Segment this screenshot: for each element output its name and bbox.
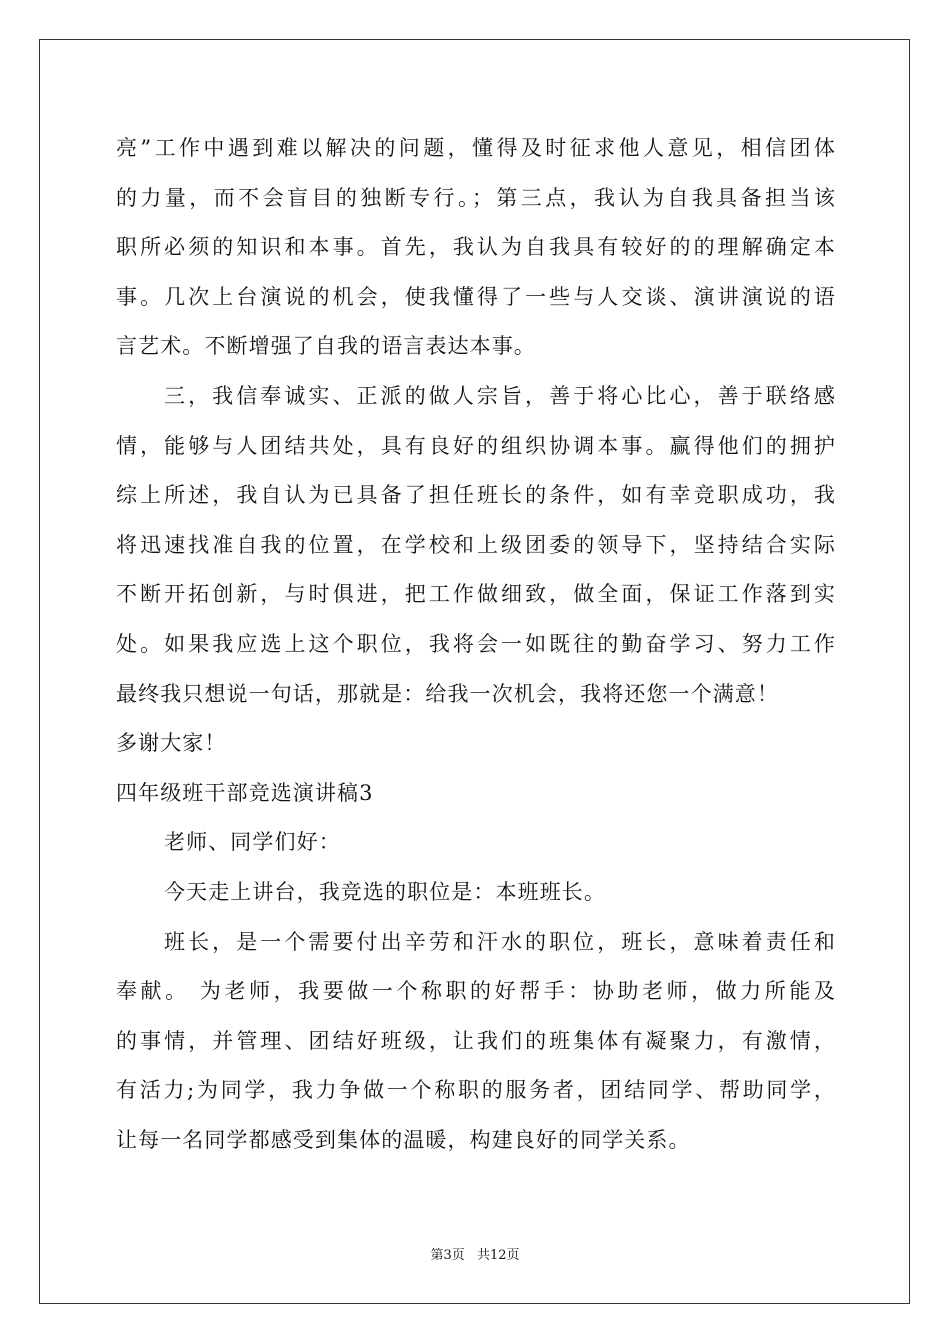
text-line: 言艺术。不断增强了自我的语言表达本事。 bbox=[116, 334, 536, 359]
text-line: 奉献。 为老师，我要做一个称职的好帮手：协助老师，做力所能及 bbox=[116, 979, 836, 1004]
page-number-total: 共12页 bbox=[476, 1248, 520, 1263]
text-line: 让每一名同学都感受到集体的温暖，构建良好的同学关系。 bbox=[116, 1127, 691, 1152]
text-line: 三，我信奉诚实、正派的做人宗旨，善于将心比心，善于联络感 bbox=[164, 383, 836, 408]
text-line: 多谢大家！ bbox=[116, 731, 227, 756]
page-footer bbox=[0, 1244, 950, 1263]
text-line: 综上所述，我自认为已具备了担任班长的条件，如有幸竞职成功，我 bbox=[116, 483, 836, 508]
text-line: 将迅速找准自我的位置，在学校和上级团委的领导下，坚持结合实际 bbox=[116, 532, 836, 557]
text-line: 有活力;为同学，我力争做一个称职的服务者，团结同学、帮助同学， bbox=[116, 1078, 836, 1103]
text-line: 最终我只想说一句话，那就是：给我一次机会，我将还您一个满意！ bbox=[116, 681, 779, 706]
section-heading: 四年级班干部竞选演讲稿3 bbox=[116, 780, 374, 805]
text-line: 亮”工作中遇到难以解决的问题，懂得及时征求他人意见，相信团体 bbox=[116, 136, 836, 160]
text-line: 老师、同学们好： bbox=[164, 830, 341, 855]
text-line: 不断开拓创新，与时俱进，把工作做细致，做全面，保证工作落到实 bbox=[116, 582, 836, 607]
text-line: 事。几次上台演说的机会，使我懂得了一些与人交谈、演讲演说的语 bbox=[116, 284, 836, 309]
text-line: 的力量，而不会盲目的独断专行。；第三点，我认为自我具备担当该 bbox=[116, 185, 836, 210]
text-line: 情，能够与人团结共处，具有良好的组织协调本事。赢得他们的拥护 bbox=[116, 433, 836, 458]
text-line: 班长，是一个需要付出辛劳和汗水的职位，班长，意味着责任和 bbox=[164, 929, 836, 954]
text-line: 的事情，并管理、团结好班级，让我们的班集体有凝聚力，有激情， bbox=[116, 1028, 836, 1053]
text-line: 处。如果我应选上这个职位，我将会一如既往的勤奋学习、努力工作 bbox=[116, 631, 836, 656]
text-line: 今天走上讲台，我竞选的职位是：本班班长。 bbox=[164, 879, 606, 904]
page-number-current: 第3页 bbox=[430, 1248, 465, 1263]
document-body bbox=[116, 124, 836, 1165]
text-line: 职所必须的知识和本事。首先，我认为自我具有较好的的理解确定本 bbox=[116, 235, 836, 260]
